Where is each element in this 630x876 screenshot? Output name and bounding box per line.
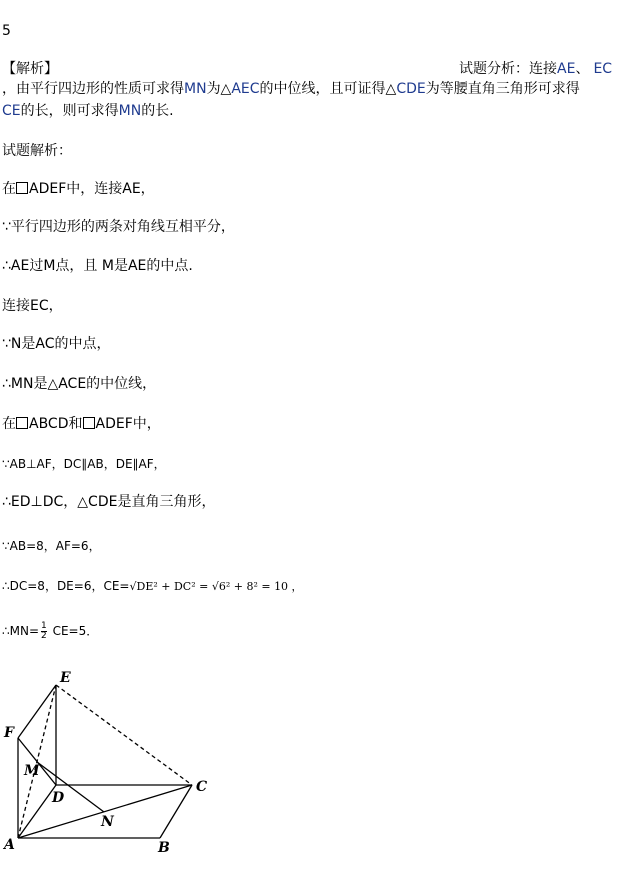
text-part: ADEF中，	[95, 416, 161, 432]
step-9: ∴ED⊥DC，△CDE是直角三角形，	[2, 494, 216, 510]
edge-fe	[18, 685, 56, 738]
label-m: M	[24, 763, 40, 779]
segment-mn-line	[37, 762, 104, 812]
text-part: CE=5．	[48, 624, 99, 638]
separator: 、	[575, 61, 590, 77]
text-part: ABCD和	[29, 416, 83, 432]
label-n: N	[101, 814, 114, 830]
segment-ec-dashed	[56, 685, 192, 785]
text-part: 的长，则可求得	[20, 103, 119, 119]
text-part: 的中位线，且可证得△	[259, 81, 397, 97]
text-part: 的长.	[141, 103, 174, 119]
parallelogram-symbol	[83, 417, 95, 429]
text-part: 为等腰直角三角形可求得	[425, 81, 580, 97]
label-c: C	[196, 779, 208, 795]
triangle-aec: AEC	[231, 81, 260, 97]
fraction-numerator: 1	[41, 621, 47, 631]
step-7	[2, 415, 161, 433]
analysis-line-3	[2, 102, 174, 120]
label-d: D	[52, 790, 65, 806]
step-4: 连接EC，	[2, 298, 63, 314]
segment-ec: EC	[593, 61, 613, 77]
label-a: A	[4, 837, 15, 853]
fraction-denominator: 2	[41, 631, 47, 641]
analysis-line-1	[459, 60, 612, 78]
figure-labels	[2, 670, 207, 856]
fraction-one-half	[41, 622, 47, 641]
text-part: ，由平行四边形的性质可求得	[2, 81, 184, 97]
parallelogram-symbol	[16, 182, 28, 194]
step-3: ∴AE过M点，且 M是AE的中点.	[2, 258, 193, 274]
edge-ad	[18, 785, 56, 838]
segment-mn: MN	[184, 81, 207, 97]
analysis-line-2	[2, 80, 580, 98]
label-e: E	[60, 670, 71, 686]
step-1	[2, 180, 155, 198]
text-part: 在	[2, 181, 16, 197]
solution-heading: 试题解析：	[2, 143, 72, 159]
step-11	[2, 577, 303, 596]
analysis-label: 试题分析：连接	[459, 61, 557, 77]
segment-mn-2: MN	[118, 103, 142, 119]
geometry-figure	[0, 660, 230, 860]
text-part: ∴MN=	[2, 624, 40, 638]
diagonal-ac	[18, 785, 192, 838]
segment-ae-dashed	[18, 685, 56, 838]
step-6: ∴MN是△ACE的中位线，	[2, 376, 157, 392]
step-12	[2, 622, 98, 641]
ce-formula: √DE² + DC² = √6² + 8² = 10 ，	[129, 580, 303, 593]
text-part: ∴DC=8，DE=6，CE=	[2, 579, 130, 593]
label-f: F	[4, 725, 14, 741]
problem-number: 5	[2, 23, 11, 39]
segment-ce: CE	[2, 103, 21, 119]
text-part: 为△	[206, 81, 232, 97]
section-heading: 【解析】	[2, 61, 58, 77]
step-5: ∵N是AC的中点，	[2, 336, 111, 352]
text-part: 在	[2, 416, 16, 432]
label-b: B	[158, 840, 170, 856]
step-2: ∵平行四边形的两条对角线互相平分，	[2, 219, 235, 235]
segment-ae: AE	[557, 61, 576, 77]
step-10: ∵AB=8，AF=6，	[2, 539, 101, 553]
step-8: ∵AB⊥AF，DC∥AB，DE∥AF，	[2, 457, 166, 471]
triangle-cde: CDE	[396, 81, 426, 97]
parallelogram-symbol	[16, 417, 28, 429]
text-part: ADEF中，连接AE，	[29, 181, 155, 197]
